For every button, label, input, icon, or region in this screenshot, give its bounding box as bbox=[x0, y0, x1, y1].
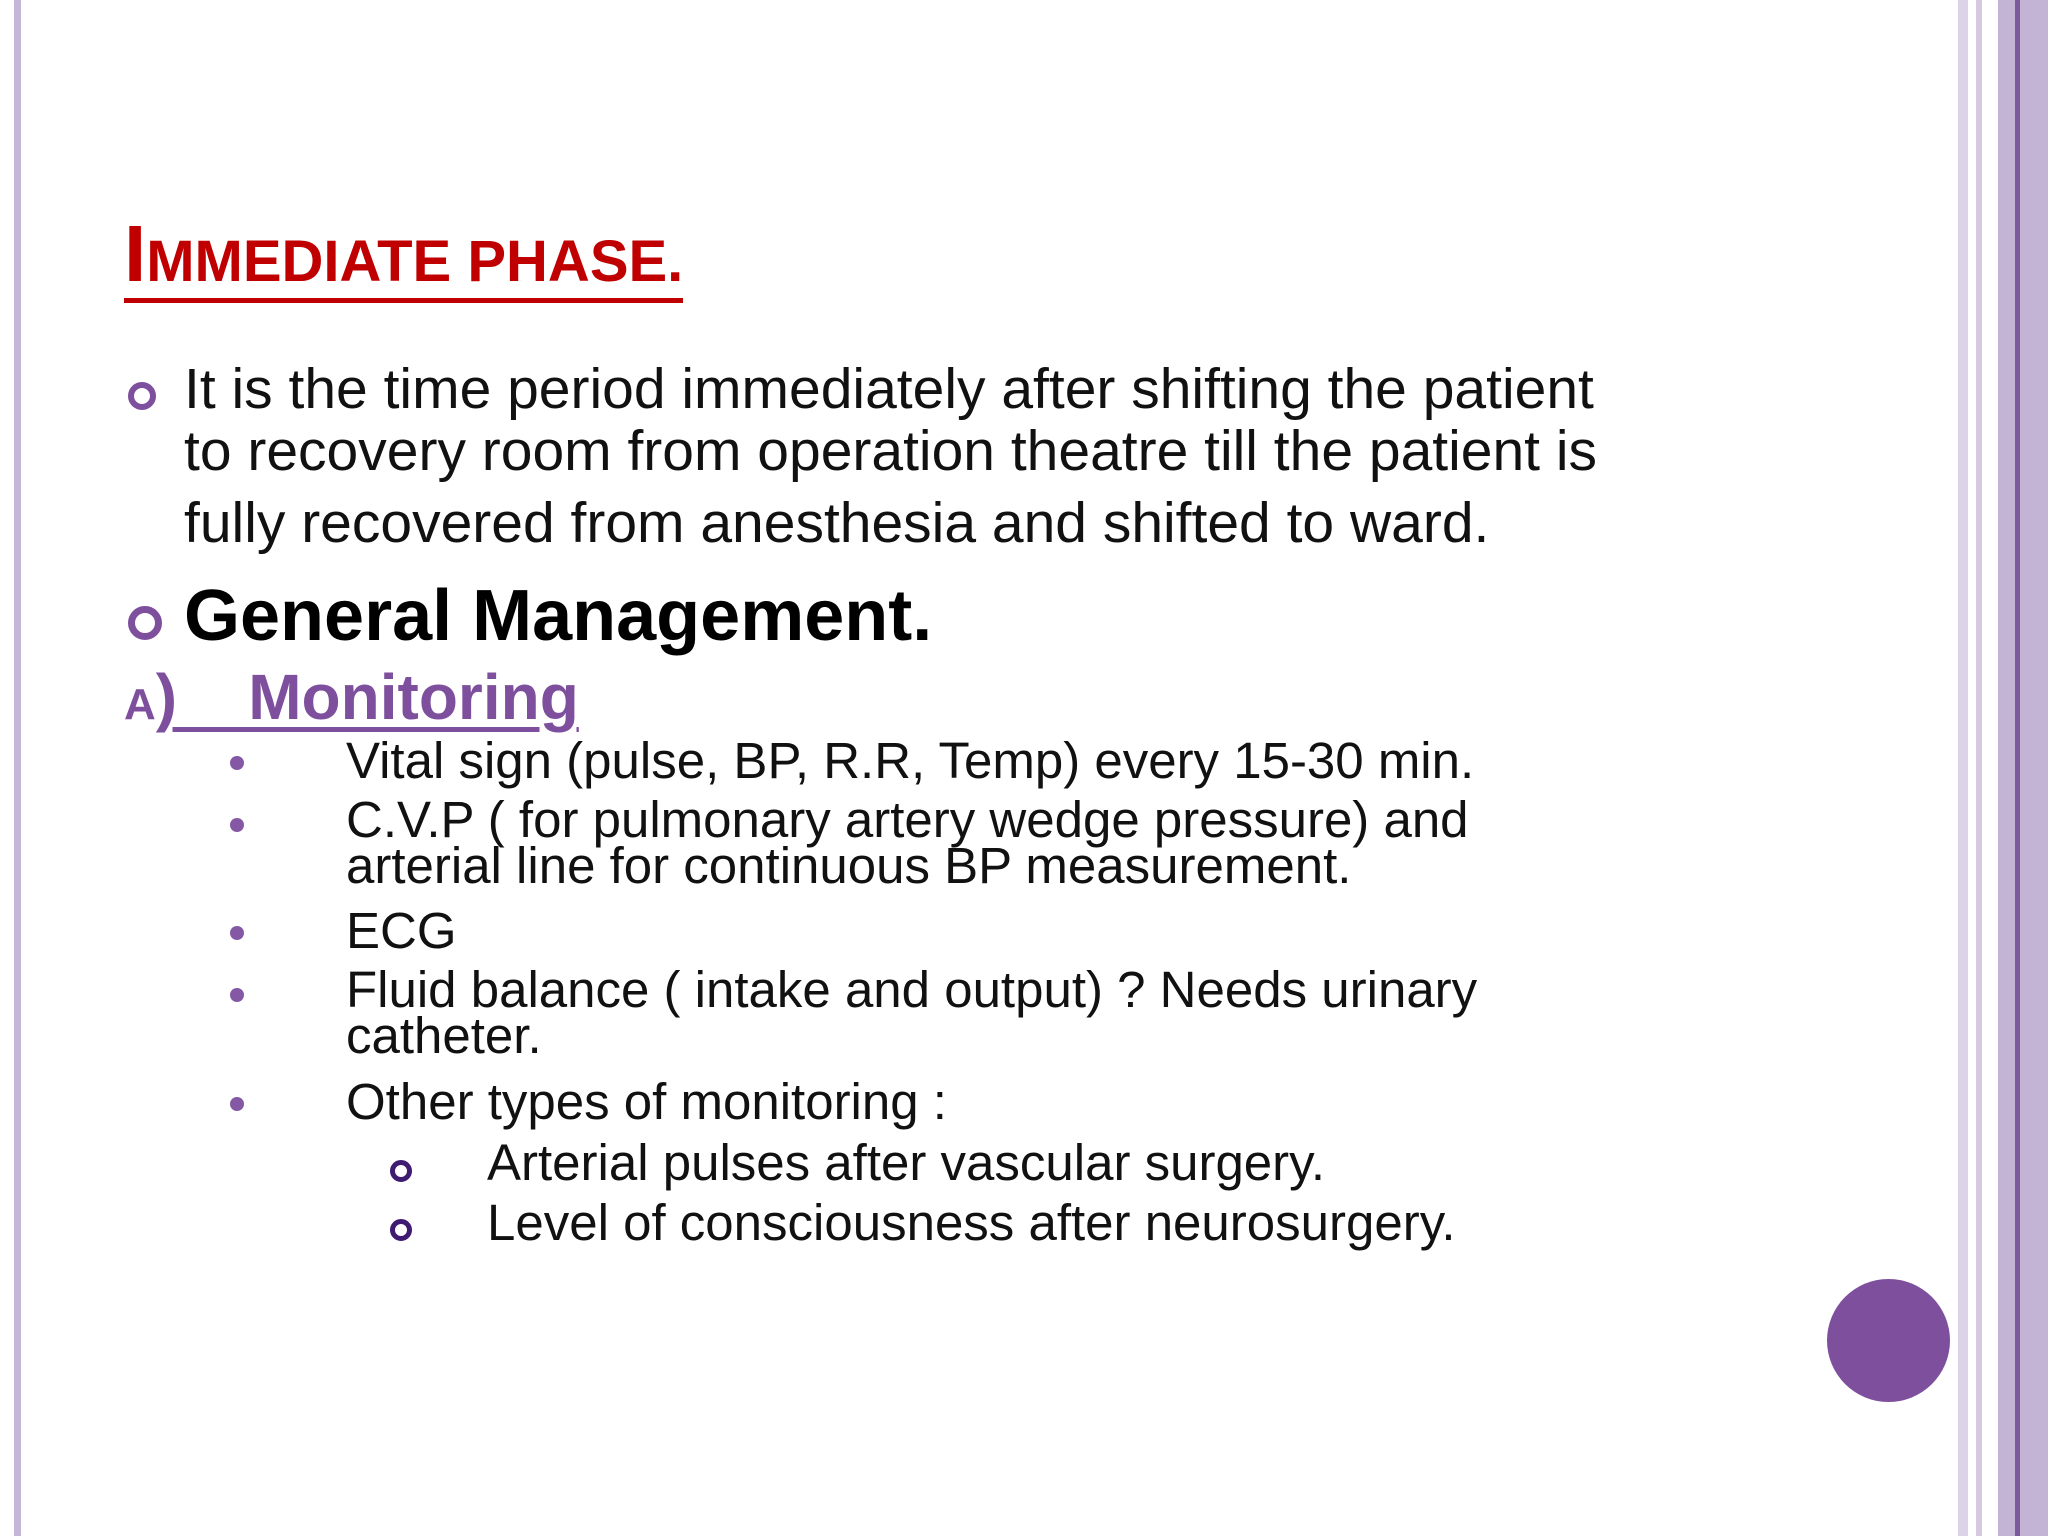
right-border-line bbox=[2015, 0, 2020, 1536]
intro-line-2: to recovery room from operation theatre till the patient is bbox=[184, 419, 1598, 483]
item-text: ECG bbox=[346, 902, 457, 959]
section-marker: A bbox=[124, 680, 156, 729]
right-border-gap bbox=[1982, 0, 1998, 1536]
ring-bullet-icon bbox=[390, 1160, 412, 1182]
title-initial: I bbox=[124, 209, 147, 298]
intro-line-1: It is the time period immediately after shifting the patient bbox=[184, 357, 1594, 421]
ring-bullet-icon bbox=[128, 382, 156, 410]
item-text: Vital sign (pulse, BP, R.R, Temp) every 15-30 min. bbox=[346, 732, 1475, 789]
intro-paragraph bbox=[184, 358, 1784, 554]
title-rest: MMEDIATE PHASE. bbox=[146, 229, 684, 294]
right-border-band bbox=[1958, 0, 1968, 1536]
dot-bullet-icon bbox=[230, 756, 244, 770]
item-text: arterial line for continuous BP measurement. bbox=[346, 837, 1352, 894]
list-item bbox=[346, 902, 1646, 959]
dot-bullet-icon bbox=[230, 818, 244, 832]
general-management-heading: General Management. bbox=[184, 576, 933, 656]
ring-bullet-icon bbox=[390, 1219, 412, 1241]
list-item bbox=[346, 961, 1646, 1064]
item-text: catheter. bbox=[346, 1007, 542, 1064]
slide-title bbox=[124, 209, 684, 303]
right-border-gap bbox=[1968, 0, 1976, 1536]
sub-list-item: Arterial pulses after vascular surgery. bbox=[487, 1134, 1326, 1191]
dot-bullet-icon bbox=[230, 988, 244, 1002]
dot-bullet-icon bbox=[230, 926, 244, 940]
list-item bbox=[346, 1073, 1646, 1130]
monitoring-subheading bbox=[124, 660, 579, 734]
item-text: Fluid balance ( intake and output) ? Needs urinary bbox=[346, 961, 1478, 1018]
ring-bullet-icon bbox=[128, 606, 162, 640]
dot-bullet-icon bbox=[230, 1097, 244, 1111]
item-text: C.V.P ( for pulmonary artery wedge pressure) and bbox=[346, 791, 1469, 848]
sub-list-item: Level of consciousness after neurosurgery. bbox=[487, 1194, 1456, 1251]
intro-line-3: fully recovered from anesthesia and shifted to ward. bbox=[184, 491, 1490, 555]
decorative-circle bbox=[1827, 1279, 1950, 1402]
list-item bbox=[346, 732, 1646, 789]
list-item bbox=[346, 791, 1646, 894]
monitoring-title: ) Monitoring bbox=[155, 661, 579, 733]
left-border-rule bbox=[14, 0, 21, 1536]
right-border-band bbox=[1998, 0, 2048, 1536]
item-text: Other types of monitoring : bbox=[346, 1073, 947, 1130]
